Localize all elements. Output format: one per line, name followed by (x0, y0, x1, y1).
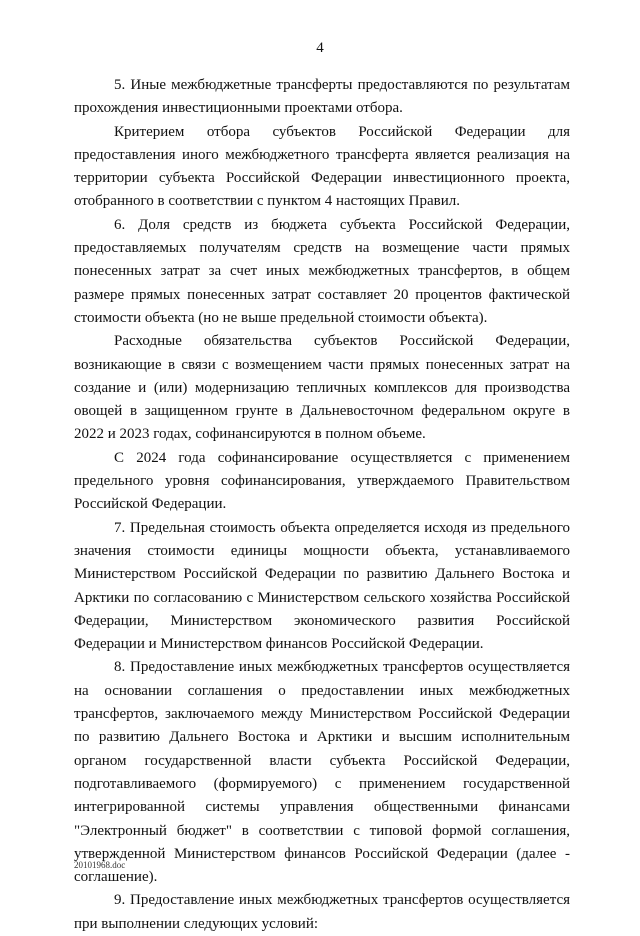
paragraph-9: 9. Предоставление иных межбюджетных трансфертов осуществляется при выполнении следующих условий: (74, 892, 570, 932)
paragraph-5: 5. Иные межбюджетные трансферты предоставляются по результатам прохождения инвестиционными проектами отбора. (74, 77, 570, 117)
paragraph-7: 7. Предельная стоимость объекта определяется исходя из предельного значения стоимости единицы мощности объекта, устанавливаемого Министерством Российской Федерации по развитию Дальнего Востока и Арктики по согласованию с Министерством сельского хозяйства Российской Федерации, Министерством экономического развития Российской Федерации и Министерством финансов Российской Федерации. (74, 519, 570, 653)
file-name-footer: 20101968.doc (74, 860, 126, 870)
document-body (74, 74, 570, 936)
paragraph-8: 8. Предоставление иных межбюджетных трансфертов осуществляется на основании соглашения о предоставлении иных межбюджетных трансфертов, заключаемого между Министерством Российской Федерации по развитию Дальнего Востока и Арктики и высшим исполнительным органом государственной власти субъекта Российской Федерации, подготавливаемого (формируемого) с применением государственной интегрированной системы управления общественными финансами "Электронный бюджет" в соответствии с типовой формой соглашения, утвержденной Министерством финансов Российской Федерации (далее - соглашение). (74, 659, 570, 886)
paragraph-selection-criterion: Критерием отбора субъектов Российской Федерации для предоставления иного межбюджетного трансферта является реализация на территории субъекта Российской Федерации инвестиционного проекта, отобранного в соответствии с пунктом 4 настоящих Правил. (74, 123, 570, 210)
paragraph-6: 6. Доля средств из бюджета субъекта Российской Федерации, предоставляемых получателям средств на возмещение части прямых понесенных затрат за счет иных межбюджетных трансфертов, в общем размере прямых понесенных затрат составляет 20 процентов фактической стоимости объекта (но не выше предельной стоимости объекта). (74, 216, 570, 326)
paragraph-cofinancing-2024: С 2024 года софинансирование осуществляется с применением предельного уровня софинансирования, утверждаемого Правительством Российской Федерации. (74, 449, 570, 513)
paragraph-expenditure-obligations: Расходные обязательства субъектов Российской Федерации, возникающие в связи с возмещением части прямых понесенных затрат на создание и (или) модернизацию тепличных комплексов для производства овощей в защищенном грунте в Дальневосточном федеральном округе в 2022 и 2023 годах, софинансируются в полном объеме. (74, 333, 570, 443)
page-number: 4 (316, 40, 324, 56)
